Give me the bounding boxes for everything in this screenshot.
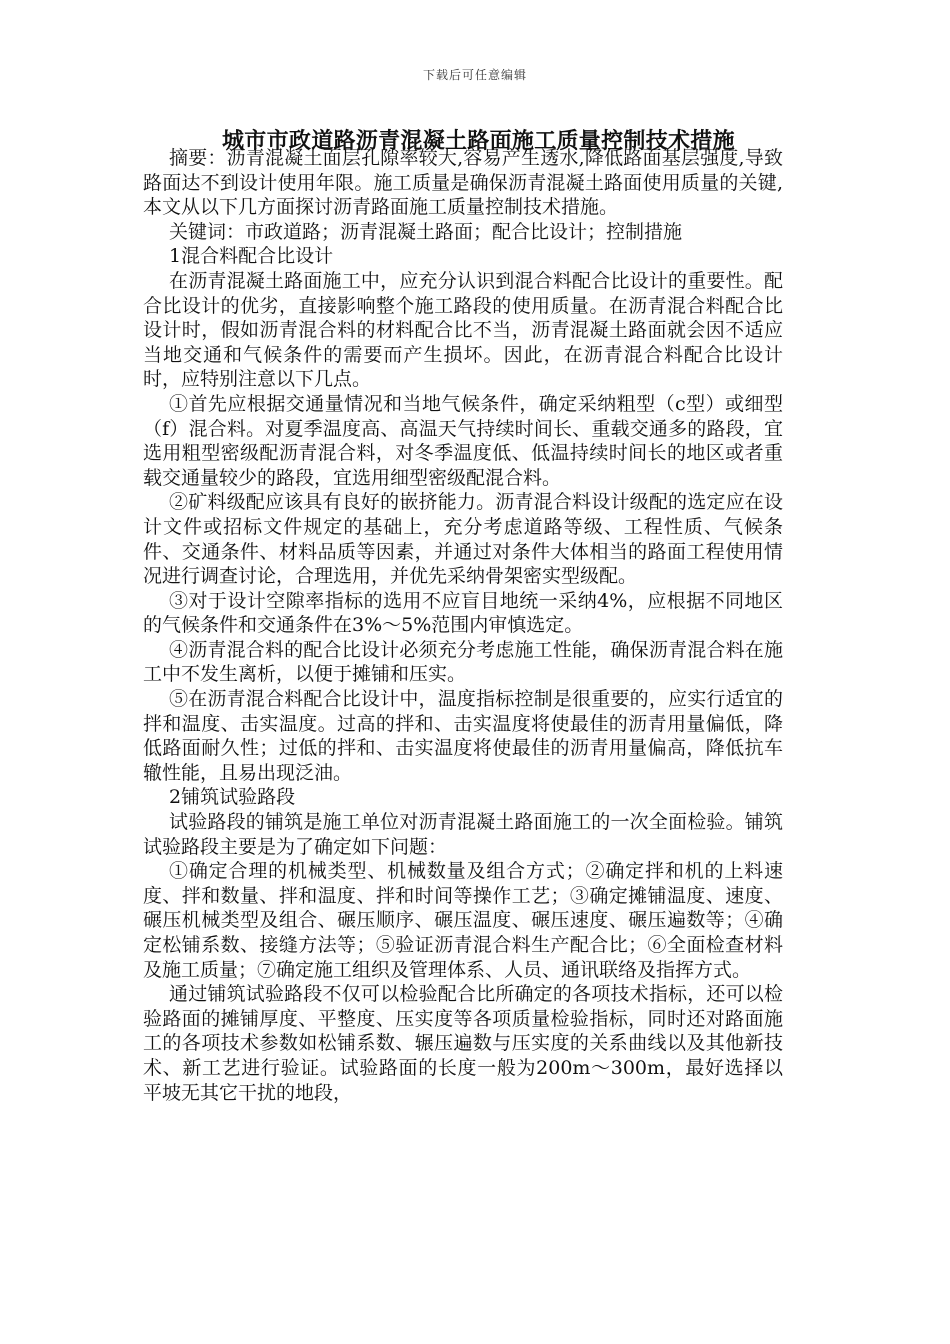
- body-paragraph: 试验路段的铺筑是施工单位对沥青混凝土路面施工的一次全面检验。铺筑试验路段主要是为了确定如下问题：: [143, 811, 783, 858]
- abstract-paragraph: 摘要：沥青混凝土面层孔隙率较大,容易产生透水,降低路面基层强度,导致路面达不到设计使用年限。施工质量是确保沥青混凝土路面使用质量的关键,本文从以下几方面探讨沥青路面施工质量控制技术措施。: [143, 147, 783, 219]
- body-paragraph: 在沥青混凝土路面施工中，应充分认识到混合料配合比设计的重要性。配合比设计的优劣，直接影响整个施工路段的使用质量。在沥青混合料配合比设计时，假如沥青混合料的材料配合比不当，沥青混凝土路面就会因不适应当地交通和气候条件的需要而产生损坏。因此，在沥青混合料配合比设计时，应特别注意以下几点。: [143, 269, 783, 391]
- list-item-4: ④沥青混合料的配合比设计必须充分考虑施工性能，确保沥青混合料在施工中不发生离析，以便于摊铺和压实。: [143, 638, 783, 686]
- section-heading-1: 1混合料配合比设计: [169, 245, 334, 268]
- body-paragraph: 通过铺筑试验路段不仅可以检验配合比所确定的各项技术指标，还可以检验路面的摊铺厚度、平整度、压实度等各项质量检验指标，同时还对路面施工的各项技术参数如松铺系数、辗压遍数与压实度的关系曲线以及其他新技术、新工艺进行验证。试验路面的长度一般为200m～300m，最好选择以平坡无其它干扰的地段，: [143, 983, 783, 1104]
- list-item-2: ②矿料级配应该具有良好的嵌挤能力。沥青混合料设计级配的选定应在设计文件或招标文件规定的基础上，充分考虑道路等级、工程性质、气候条件、交通条件、材料品质等因素，并通过对条件大体相当的路面工程使用情况进行调查讨论，合理选用，并优先采纳骨架密实型级配。: [143, 491, 783, 588]
- document-body: [143, 146, 783, 1105]
- list-item-1: ①首先应根据交通量情况和当地气候条件，确定采纳粗型（c型）或细型（f）混合料。对夏季温度高、高温天气持续时间长、重载交通多的路段，宜选用粗型密级配沥青混合料，对冬季温度低、低温持续时间长的地区或者重载交通量较少的路段，宜选用细型密级配混合料。: [143, 392, 783, 489]
- list-item-3: ③对于设计空隙率指标的选用不应盲目地统一采纳4%，应根据不同地区的气候条件和交通条件在3%～5%范围内审慎选定。: [143, 589, 783, 637]
- page-title: 城市市政道路沥青混凝土路面施工质量控制技术措施: [222, 128, 735, 154]
- keywords-paragraph: 关键词：市政道路；沥青混凝土路面；配合比设计；控制措施: [169, 220, 683, 243]
- list-item-5: ⑤在沥青混合料配合比设计中，温度指标控制是很重要的，应实行适宜的拌和温度、击实温度。过高的拌和、击实温度将使最佳的沥青用量偏低，降低路面耐久性；过低的拌和、击实温度将使最佳的沥青用量偏高，降低抗车辙性能，且易出现泛油。: [143, 688, 783, 784]
- body-paragraph: ①确定合理的机械类型、机械数量及组合方式；②确定拌和机的上料速度、拌和数量、拌和温度、拌和时间等操作工艺；③确定摊铺温度、速度、碾压机械类型及组合、碾压顺序、碾压温度、碾压速度、碾压遍数等；④确定松铺系数、接缝方法等；⑤验证沥青混合料生产配合比；⑥全面检查材料及施工质量；⑦确定施工组织及管理体系、人员、通讯联络及指挥方式。: [143, 860, 783, 981]
- section-heading-2: 2铺筑试验路段: [169, 786, 296, 809]
- header-note: 下载后可任意编辑: [422, 68, 527, 82]
